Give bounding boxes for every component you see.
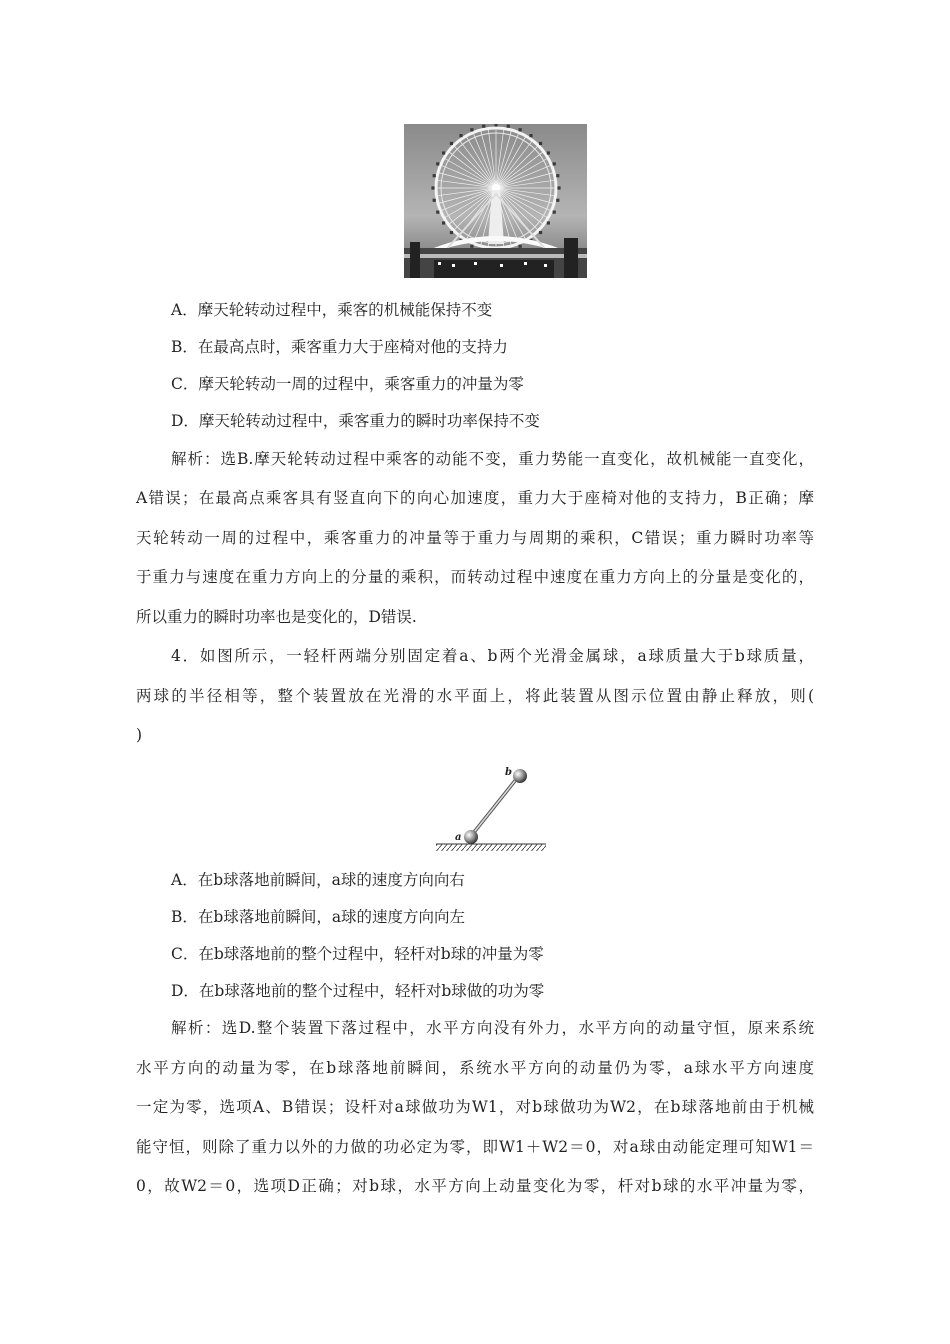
q3-option-b: B．在最高点时，乘客重力大于座椅对他的支持力 (171, 338, 508, 356)
ground-hatch (436, 844, 546, 851)
q3-option-c: C．摩天轮转动一周的过程中，乘客重力的冲量为零 (171, 375, 524, 393)
q3-option-a: A．摩天轮转动过程中，乘客的机械能保持不变 (171, 301, 493, 319)
q4-stem-line-3: ) (136, 726, 143, 744)
q4-analysis-line-4: 能守恒，则除了重力以外的力做的功必定为零，即W1＋W2＝0，对a球由动能定理可知W1＝ (136, 1138, 814, 1156)
q4-analysis-line-5: 0，故W2＝0，选项D正确；对b球，水平方向上动量变化为零，杆对b球的水平冲量为零， (136, 1177, 814, 1195)
q4-option-c: C．在b球落地前的整个过程中，轻杆对b球的冲量为零 (171, 945, 544, 963)
ball-a (464, 830, 478, 844)
ferris-wheel-photo (404, 124, 587, 278)
q4-stem-line-2: 两球的半径相等，整个装置放在光滑的水平面上，将此装置从图示位置由静止释放，则( (136, 687, 814, 705)
ball-b (513, 769, 527, 783)
q4-analysis-line-3: 一定为零，选项A、B错误；设杆对a球做功为W1，对b球做功为W2，在b球落地前由于机械 (136, 1098, 814, 1116)
label-b: b (505, 767, 512, 778)
q4-stem-line-1: 4．如图所示，一轻杆两端分别固定着a、b两个光滑金属球，a球质量大于b球质量， (171, 647, 814, 665)
q3-analysis-line-3: 天轮转动一周的过程中，乘客重力的冲量等于重力与周期的乘积，C错误；重力瞬时功率等 (136, 529, 814, 547)
q3-analysis-line-2: A错误；在最高点乘客具有竖直向下的向心加速度，重力大于座椅对他的支持力，B正确；摩 (136, 489, 814, 507)
q3-analysis-line-1: 解析：选B.摩天轮转动过程中乘客的动能不变，重力势能一直变化，故机械能一直变化， (171, 450, 814, 468)
q4-option-a: A．在b球落地前瞬间，a球的速度方向向右 (171, 871, 465, 889)
q4-analysis-line-1: 解析：选D.整个装置下落过程中，水平方向没有外力，水平方向的动量守恒，原来系统 (171, 1019, 814, 1037)
q3-analysis-line-4: 于重力与速度在重力方向上的分量的乘积，而转动过程中速度在重力方向上的分量是变化的， (136, 568, 814, 586)
q4-option-d: D．在b球落地前的整个过程中，轻杆对b球做的功为零 (171, 982, 545, 1000)
q3-option-d: D．摩天轮转动过程中，乘客重力的瞬时功率保持不变 (171, 412, 540, 430)
q4-option-b: B．在b球落地前瞬间，a球的速度方向向左 (171, 908, 466, 926)
q3-analysis-line-5: 所以重力的瞬时功率也是变化的，D错误. (136, 608, 417, 626)
rod-balls-figure (434, 764, 548, 854)
q4-analysis-line-2: 水平方向的动量为零，在b球落地前瞬间，系统水平方向的动量仍为零，a球水平方向速度 (136, 1059, 814, 1077)
label-a: a (455, 832, 462, 843)
